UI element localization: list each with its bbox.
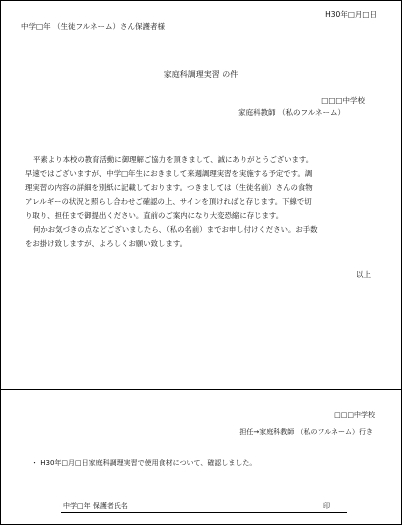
body-line: り取り、担任まで御提出ください。直前のご案内になり大変恐縮に存じます。: [25, 211, 284, 220]
closing: 以上: [356, 270, 371, 279]
signature-label: 中学□年 保護者氏名: [63, 502, 128, 510]
signature-line: [61, 512, 347, 513]
addressee: 中学□年 （生徒フルネーム）さん保護者様: [21, 22, 165, 31]
sender-teacher: 家庭科教師 （私のフルネーム）: [238, 108, 345, 117]
sender-school: □□□中学校: [321, 96, 365, 105]
letter-body: [25, 153, 385, 251]
reply-address: 担任→家庭科教師 （私のフルネーム）行き: [239, 428, 373, 436]
letter-title: 家庭科調理実習 の件: [163, 70, 239, 79]
body-line: 理実習の内容の詳細を別紙に記載しております。つきましては（生徒名前）さんの食物: [25, 183, 313, 192]
body-line: 平素より本校の教育活動に御理解ご協力を頂きまして、誠にありがとうございます。: [33, 155, 314, 164]
reply-school: □□□中学校: [334, 411, 375, 419]
cut-line: [1, 389, 401, 390]
reply-statement: ・ H30年□月□日家庭科調理実習で使用食材について、確認しました。: [31, 459, 257, 467]
letter-date: H30年□月□日: [325, 10, 377, 19]
seal-label: 印: [323, 502, 330, 510]
body-line: 早速ではございますが、中学□年生におきまして来週調理実習を実施する予定です。調: [25, 169, 313, 178]
body-line: をお掛け致しますが、よろしくお願い致します。: [25, 239, 188, 248]
body-line: 何かお気づきの点などございましたら、（私の名前）までお申し付けください。お手数: [33, 225, 318, 234]
body-line: アレルギーの状況と照らし合わせご確認の上、サインを頂ければと存じます。下線で切: [25, 197, 312, 206]
